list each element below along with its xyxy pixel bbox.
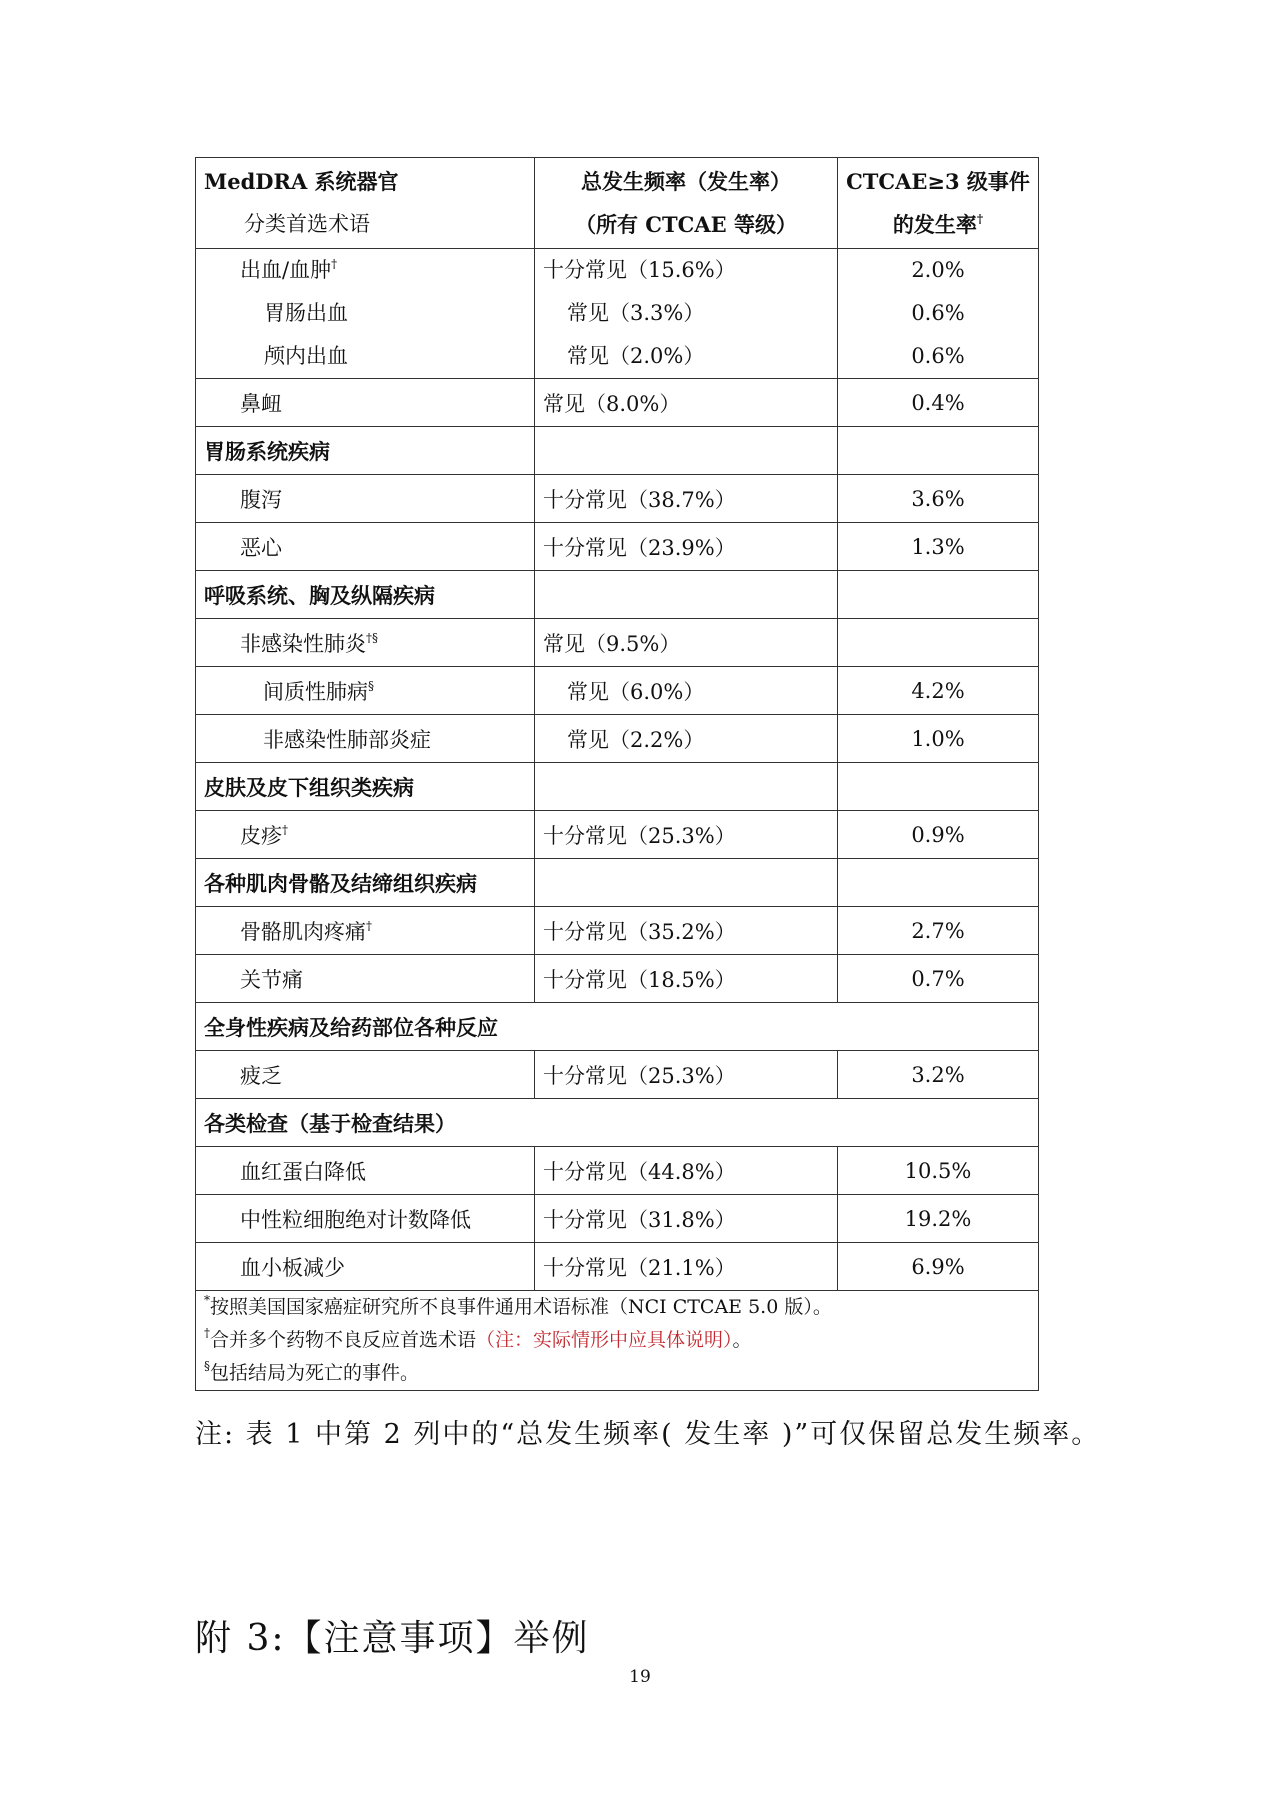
- frequency-value: 常见（3.3%）: [567, 301, 705, 325]
- grade3-value: 3.6%: [838, 475, 1039, 523]
- frequency-value: 常见（2.2%）: [567, 727, 705, 752]
- term-label: 出血/血肿: [240, 258, 332, 282]
- table-row: [196, 249, 1039, 379]
- table-row: [196, 715, 1039, 763]
- soc-row: [196, 859, 1039, 907]
- term-cell: [196, 811, 535, 859]
- term-label: 血小板减少: [196, 1243, 535, 1291]
- table-row: [196, 523, 1039, 571]
- frequency-value: 常见（8.0%）: [535, 379, 838, 427]
- table-row: [196, 379, 1039, 427]
- soc-row: [196, 427, 1039, 475]
- term-label: 恶心: [196, 523, 535, 571]
- term-label: 皮疹: [240, 823, 282, 848]
- footnote-1: [204, 1291, 1030, 1324]
- soc-label: 皮肤及皮下组织类疾病: [196, 763, 535, 811]
- footnote-text: 按照美国国家癌症研究所不良事件通用术语标准（NCI CTCAE 5.0 版）。: [210, 1296, 832, 1318]
- header-col2-line2: （所有 CTCAE 等级）: [575, 212, 797, 237]
- table-row: [196, 907, 1039, 955]
- term-label: 关节痛: [196, 955, 535, 1003]
- term-label: 疲乏: [196, 1051, 535, 1099]
- footnote-mark: †: [204, 1326, 210, 1340]
- frequency-value: 十分常见（25.3%）: [535, 811, 838, 859]
- term-label: 中性粒细胞绝对计数降低: [196, 1195, 535, 1243]
- soc-row: [196, 571, 1039, 619]
- grade3-value: 0.9%: [838, 811, 1039, 859]
- soc-label: 胃肠系统疾病: [196, 427, 535, 475]
- table-row: [196, 1147, 1039, 1195]
- term-label: 鼻衄: [196, 379, 535, 427]
- table-row: [196, 1195, 1039, 1243]
- grade3-value: 0.6%: [911, 344, 965, 368]
- page-number: 19: [629, 1667, 651, 1687]
- footnote-mark: *: [204, 1293, 210, 1307]
- table-row: [196, 1051, 1039, 1099]
- grade3-value: 1.3%: [838, 523, 1039, 571]
- grade3-value: 2.7%: [838, 907, 1039, 955]
- grade3-value: 1.0%: [838, 715, 1039, 763]
- grade3-value: 19.2%: [838, 1195, 1039, 1243]
- table-row: [196, 811, 1039, 859]
- soc-row: [196, 763, 1039, 811]
- frequency-value: 常见（6.0%）: [567, 679, 705, 704]
- table-row: [196, 1243, 1039, 1291]
- table-row: [196, 955, 1039, 1003]
- frequency-value: 十分常见（21.1%）: [535, 1243, 838, 1291]
- grade3-value: 0.6%: [911, 301, 965, 325]
- adverse-reactions-table: [195, 157, 1039, 1391]
- term-label: 间质性肺病: [263, 679, 368, 704]
- footnote-3: [204, 1357, 1030, 1390]
- footnote-text-end: 。: [732, 1329, 752, 1351]
- frequency-value: 十分常见（25.3%）: [535, 1051, 838, 1099]
- soc-label: 全身性疾病及给药部位各种反应: [196, 1003, 1039, 1051]
- footnote-text: 包括结局为死亡的事件。: [210, 1362, 420, 1384]
- frequency-cell: [535, 249, 838, 379]
- table-row: [196, 475, 1039, 523]
- term-label: 非感染性肺部炎症: [196, 715, 535, 763]
- term-label: 血红蛋白降低: [196, 1147, 535, 1195]
- header-col3-line2: 的发生率: [892, 212, 977, 237]
- header-soc-cell: [196, 158, 535, 249]
- footnote-text: 合并多个药物不良反应首选术语: [210, 1329, 477, 1351]
- table-header-row: [196, 158, 1039, 249]
- soc-label: 各种肌肉骨骼及结缔组织疾病: [196, 859, 535, 907]
- grade3-value: 0.7%: [838, 955, 1039, 1003]
- table-row: [196, 619, 1039, 667]
- footnote-red-note: （注：实际情形中应具体说明）: [476, 1329, 733, 1351]
- term-label: 颅内出血: [264, 344, 348, 368]
- frequency-cell: [535, 667, 838, 715]
- footnote-mark: †: [282, 822, 288, 837]
- grade3-value: 4.2%: [838, 667, 1039, 715]
- term-cell: [196, 249, 535, 379]
- header-frequency-cell: [535, 158, 838, 249]
- header-col1-line2: 分类首选术语: [244, 212, 370, 236]
- term-label: 腹泻: [196, 475, 535, 523]
- frequency-cell: [535, 715, 838, 763]
- term-label: 骨骼肌肉疼痛: [240, 919, 366, 944]
- footnotes-cell: [196, 1291, 1039, 1391]
- soc-row: [196, 1099, 1039, 1147]
- frequency-value: 十分常见（23.9%）: [535, 523, 838, 571]
- header-col1-line1: MedDRA 系统器官: [204, 169, 399, 194]
- grade3-value: 0.4%: [838, 379, 1039, 427]
- frequency-value: 十分常见（18.5%）: [535, 955, 838, 1003]
- footnote-mark: §: [368, 678, 374, 693]
- term-label: 胃肠出血: [264, 301, 348, 325]
- frequency-value: 十分常见（38.7%）: [535, 475, 838, 523]
- footnote-mark: §: [204, 1359, 210, 1373]
- term-cell: [196, 619, 535, 667]
- grade3-cell: [838, 249, 1039, 379]
- footnote-mark: †§: [366, 630, 378, 645]
- soc-label: 呼吸系统、胸及纵隔疾病: [196, 571, 535, 619]
- term-label: 非感染性肺炎: [240, 631, 366, 656]
- grade3-value: 3.2%: [838, 1051, 1039, 1099]
- table-row: [196, 667, 1039, 715]
- footnote-mark: †: [976, 212, 984, 226]
- grade3-value: 10.5%: [838, 1147, 1039, 1195]
- frequency-value: 常见（9.5%）: [535, 619, 838, 667]
- footnote-mark: †: [366, 918, 372, 933]
- soc-row: [196, 1003, 1039, 1051]
- grade3-value: 6.9%: [838, 1243, 1039, 1291]
- header-col2-line1: 总发生频率（发生率）: [581, 169, 791, 194]
- grade3-value: 2.0%: [911, 258, 965, 282]
- footnote-2: [204, 1324, 1030, 1357]
- header-grade3-cell: [838, 158, 1039, 249]
- footnotes-row: [196, 1291, 1039, 1391]
- header-col3-line1: CTCAE≥3 级事件: [846, 169, 1030, 194]
- frequency-value: 常见（2.0%）: [567, 344, 705, 368]
- footnote-mark: †: [331, 257, 338, 271]
- table-note: 注: 表 1 中第 2 列中的“总发生频率( 发生率 )”可仅保留总发生频率。: [195, 1419, 1101, 1450]
- appendix-heading: 附 3:【注意事项】举例: [195, 1618, 590, 1659]
- term-cell: [196, 667, 535, 715]
- frequency-value: 十分常见（31.8%）: [535, 1195, 838, 1243]
- frequency-value: 十分常见（15.6%）: [543, 258, 736, 282]
- frequency-value: 十分常见（35.2%）: [535, 907, 838, 955]
- soc-label: 各类检查（基于检查结果）: [196, 1099, 1039, 1147]
- frequency-value: 十分常见（44.8%）: [535, 1147, 838, 1195]
- term-cell: [196, 907, 535, 955]
